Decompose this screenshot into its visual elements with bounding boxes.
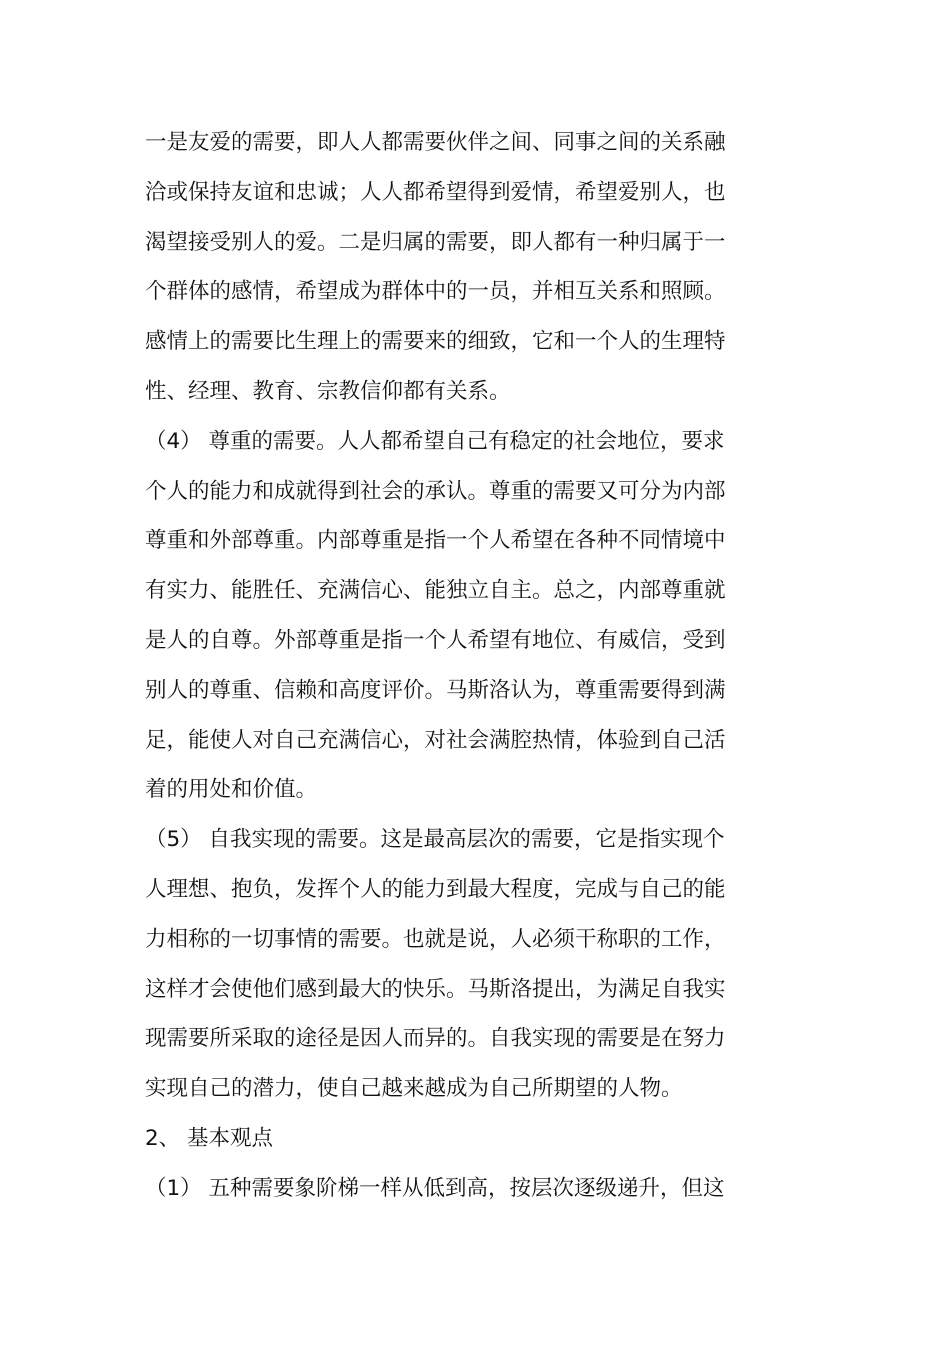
text-line: 是人的自尊。外部尊重是指一个人希望有地位、有威信，受到 [145, 627, 726, 653]
text-line: 现需要所采取的途径是因人而异的。自我实现的需要是在努力 [145, 1026, 726, 1052]
text-line: 一是友爱的需要，即人人都需要伙伴之间、同事之间的关系融 [145, 130, 726, 155]
text-line: 这样才会使他们感到最大的快乐。马斯洛提出，为满足自我实 [145, 976, 726, 1002]
text-line: 尊重和外部尊重。内部尊重是指一个人希望在各种不同情境中 [145, 528, 726, 554]
document-body [145, 118, 770, 1214]
section-heading: 2、 基本观点 [145, 1125, 274, 1151]
text-line: 足，能使人对自己充满信心，对社会满腔热情，体验到自己活 [145, 727, 726, 753]
text-line-section-5: （5） 自我实现的需要。这是最高层次的需要，它是指实现个 [145, 827, 725, 853]
text-line: 洽或保持友谊和忠诚；人人都希望得到爱情，希望爱别人，也 [145, 179, 726, 205]
text-line: 人理想、抱负，发挥个人的能力到最大程度，完成与自己的能 [145, 876, 726, 902]
text-line: 个人的能力和成就得到社会的承认。尊重的需要又可分为内部 [145, 478, 726, 504]
text-line: 感情上的需要比生理上的需要来的细致，它和一个人的生理特 [145, 329, 726, 355]
text-line: 着的用处和价值。 [145, 777, 318, 803]
text-line: 渴望接受别人的爱。二是归属的需要，即人都有一种归属于一 [145, 229, 726, 255]
text-line-section-4: （4） 尊重的需要。人人都希望自己有稳定的社会地位，要求 [145, 428, 725, 454]
text-line-point-1: （1） 五种需要象阶梯一样从低到高，按层次逐级递升，但这 [145, 1175, 725, 1201]
text-line: 别人的尊重、信赖和高度评价。马斯洛认为，尊重需要得到满 [145, 677, 726, 703]
text-line: 个群体的感情，希望成为群体中的一员，并相互关系和照顾。 [145, 279, 726, 305]
text-line: 有实力、能胜任、充满信心、能独立自主。总之，内部尊重就 [145, 578, 726, 604]
text-line: 实现自己的潜力，使自己越来越成为自己所期望的人物。 [145, 1076, 683, 1102]
text-line: 性、经理、教育、宗教信仰都有关系。 [145, 378, 511, 404]
text-line: 力相称的一切事情的需要。也就是说，人必须干称职的工作， [145, 926, 726, 952]
